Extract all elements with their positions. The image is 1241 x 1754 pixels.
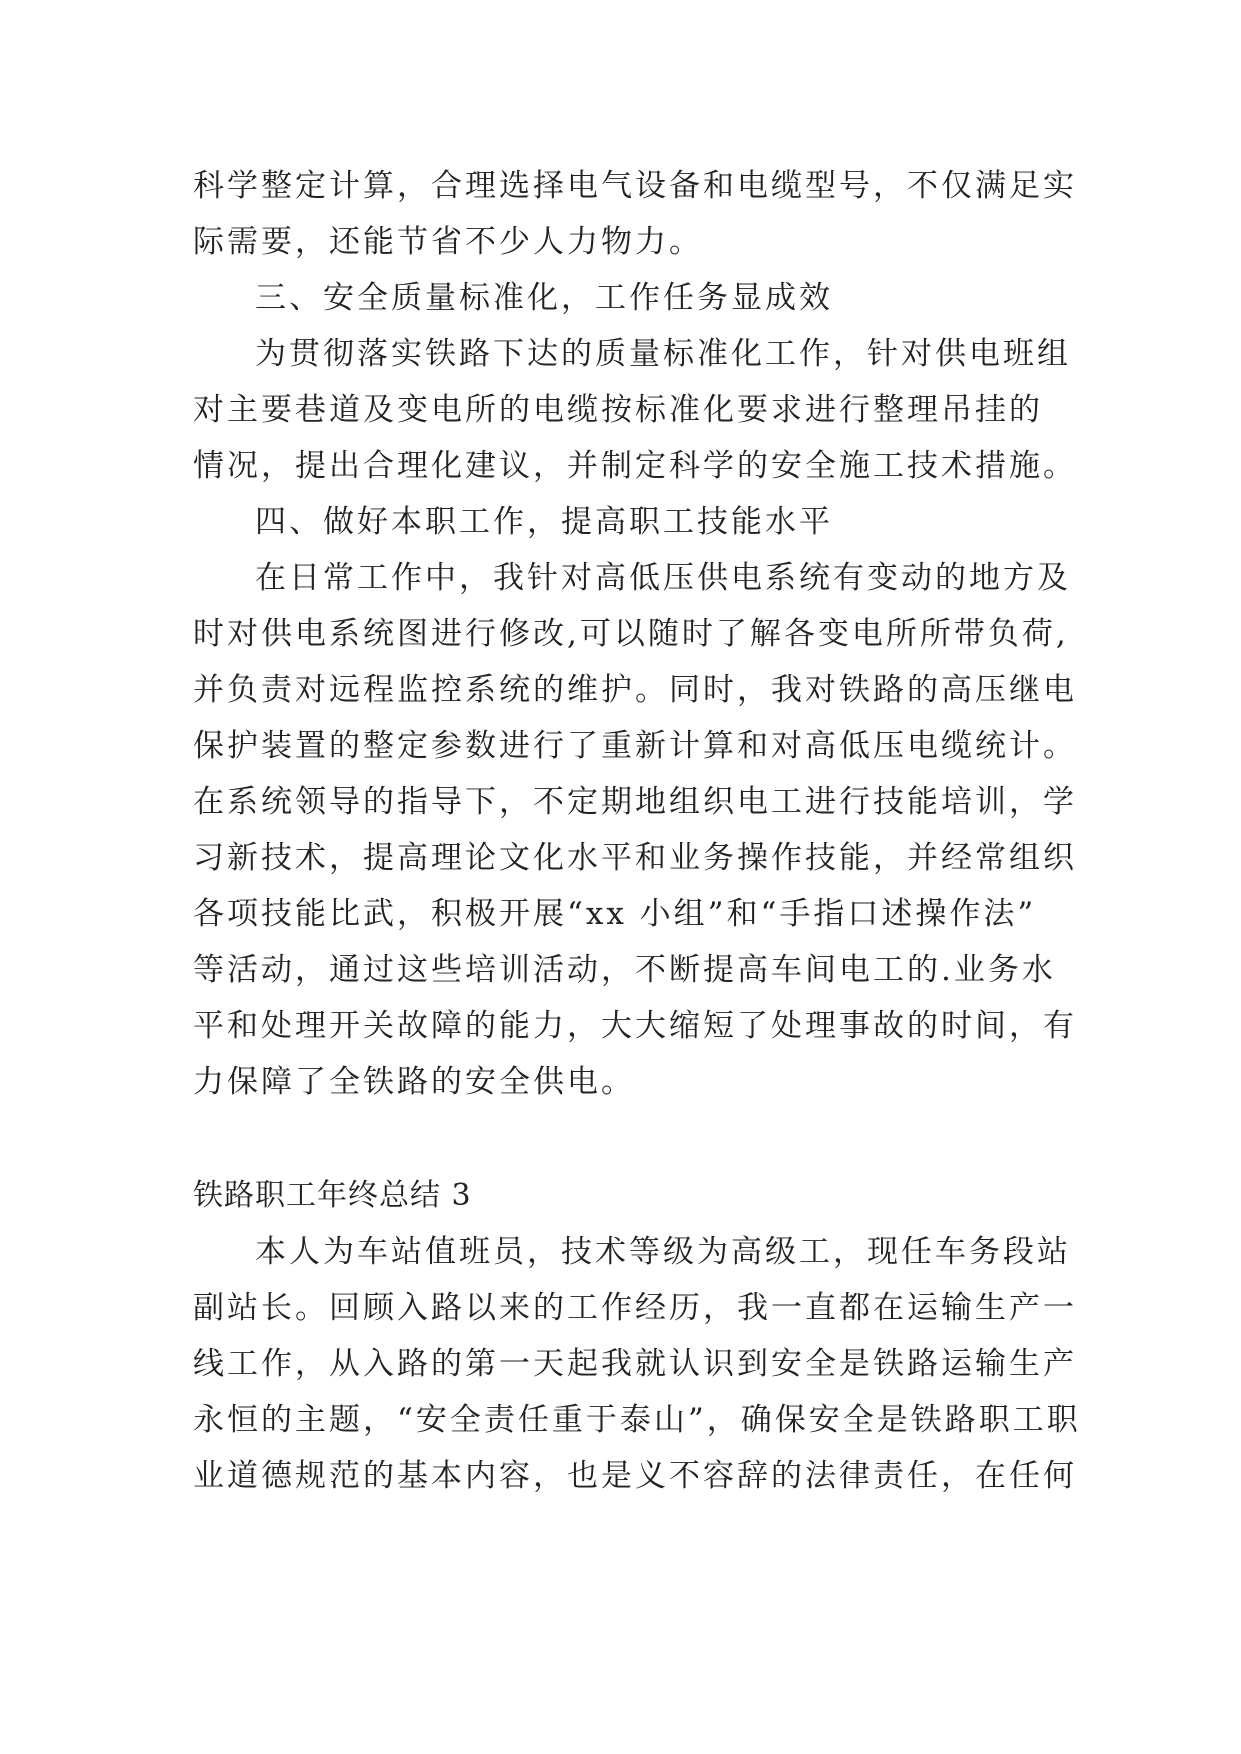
article-title: 铁路职工年终总结 3 xyxy=(193,1178,472,1213)
paragraph-line: 际需要，还能节省不少人力物力。 xyxy=(193,224,703,260)
paragraph-line: 平和处理开关故障的能力，大大缩短了处理事故的时间，有 xyxy=(193,1008,1077,1044)
paragraph-line: 永恒的主题，“安全责任重于泰山”，确保安全是铁路职工职 xyxy=(193,1402,1081,1438)
document-body xyxy=(193,158,1081,1504)
paragraph-line: 并负责对远程监控系统的维护。同时，我对铁路的高压继电 xyxy=(193,672,1077,708)
paragraph-line: 习新技术，提高理论文化水平和业务操作技能，并经常组织 xyxy=(193,840,1077,876)
paragraph-line: 科学整定计算，合理选择电气设备和电缆型号，不仅满足实 xyxy=(193,168,1077,204)
paragraph-line: 在日常工作中，我针对高低压供电系统有变动的地方及 xyxy=(255,560,1071,596)
paragraph-line: 对主要巷道及变电所的电缆按标准化要求进行整理吊挂的 xyxy=(193,392,1043,428)
paragraph-line: 业道德规范的基本内容，也是义不容辞的法律责任，在任何 xyxy=(193,1458,1077,1494)
paragraph-line: 本人为车站值班员，技术等级为高级工，现任车务段站 xyxy=(255,1234,1071,1270)
section-spacer xyxy=(193,1110,1073,1168)
paragraph-line: 副站长。回顾入路以来的工作经历，我一直都在运输生产一 xyxy=(193,1290,1077,1326)
paragraph-line: 保护装置的整定参数进行了重新计算和对高低压电缆统计。 xyxy=(193,728,1077,764)
paragraph-line: 力保障了全铁路的安全供电。 xyxy=(193,1064,635,1100)
paragraph-line: 等活动，通过这些培训活动，不断提高车间电工的.业务水 xyxy=(193,952,1056,988)
section-heading-3: 三、安全质量标准化，工作任务显成效 xyxy=(255,280,833,316)
paragraph-line: 各项技能比武，积极开展“xx 小组”和“手指口述操作法” xyxy=(193,896,1037,932)
paragraph-line: 时对供电系统图进行修改,可以随时了解各变电所所带负荷, xyxy=(193,616,1069,652)
paragraph-line: 在系统领导的指导下，不定期地组织电工进行技能培训，学 xyxy=(193,784,1077,820)
paragraph-line: 情况，提出合理化建议，并制定科学的安全施工技术措施。 xyxy=(193,448,1077,484)
paragraph-line: 为贯彻落实铁路下达的质量标准化工作，针对供电班组 xyxy=(255,336,1071,372)
paragraph-line: 线工作，从入路的第一天起我就认识到安全是铁路运输生产 xyxy=(193,1346,1077,1382)
section-heading-4: 四、做好本职工作，提高职工技能水平 xyxy=(255,504,833,540)
